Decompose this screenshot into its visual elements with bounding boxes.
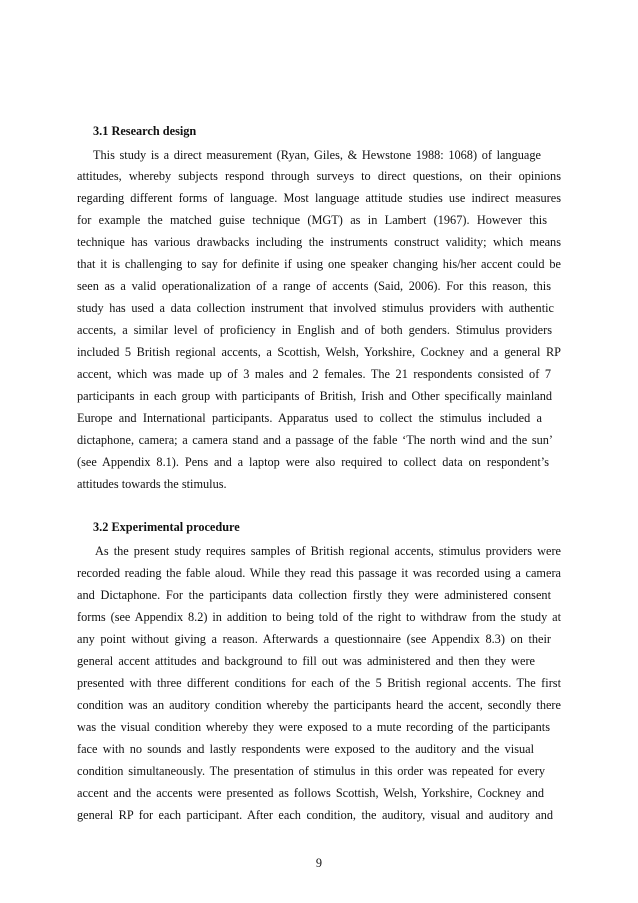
paragraph-line: participants in each group with participants of British, Irish and Other specifically mainland xyxy=(77,389,552,403)
paragraph-line: and Dictaphone. For the participants data collection firstly they were administered consent xyxy=(77,588,551,602)
paragraph-line: study has used a data collection instrument that involved stimulus providers with authentic xyxy=(77,301,554,315)
paragraph-line: (see Appendix 8.1). Pens and a laptop were also required to collect data on respondent’s xyxy=(77,455,549,469)
section-heading-experimental-procedure: 3.2 Experimental procedure xyxy=(93,520,240,534)
paragraph-line: As the present study requires samples of British regional accents, stimulus providers were xyxy=(95,544,561,558)
paragraph-line: general RP for each participant. After each condition, the auditory, visual and auditory and xyxy=(77,808,553,822)
paragraph-line: accent, which was made up of 3 males and 2 females. The 21 respondents consisted of 7 xyxy=(77,367,551,381)
paragraph-line: was the visual condition whereby they were exposed to a mute recording of the participants xyxy=(77,720,550,734)
paragraph-line: any point without giving a reason. Afterwards a questionnaire (see Appendix 8.3) on their xyxy=(77,632,551,646)
paragraph-line: accent and the accents were presented as follows Scottish, Welsh, Yorkshire, Cockney and xyxy=(77,786,544,800)
paragraph-line: recorded reading the fable aloud. While they read this passage it was recorded using a camera xyxy=(77,566,561,580)
paragraph-line: regarding different forms of language. Most language attitude studies use indirect measures xyxy=(77,191,561,205)
paragraph-line: for example the matched guise technique (MGT) as in Lambert (1967). However this xyxy=(77,213,547,227)
paragraph-line: presented with three different conditions for each of the 5 British regional accents. The first xyxy=(77,676,561,690)
paragraph-line: that it is challenging to say for definite if using one speaker changing his/her accent could be xyxy=(77,257,561,271)
paragraph-line: condition simultaneously. The presentation of stimulus in this order was repeated for every xyxy=(77,764,545,778)
paragraph-line: general accent attitudes and background to fill out was administered and then they were xyxy=(77,654,535,668)
paragraph-line: face with no sounds and lastly respondents were exposed to the auditory and the visual xyxy=(77,742,534,756)
paragraph-line: accents, a similar level of proficiency in English and of both genders. Stimulus providers xyxy=(77,323,552,337)
section-heading-research-design: 3.1 Research design xyxy=(93,124,197,138)
paragraph-line: seen as a valid operationalization of a range of accents (Said, 2006). For this reason, this xyxy=(77,279,551,293)
paragraph-line: attitudes towards the stimulus. xyxy=(77,477,227,491)
paragraph-line: attitudes, whereby subjects respond through surveys to direct questions, on their opinions xyxy=(77,169,561,183)
page-number: 9 xyxy=(315,856,323,870)
paragraph-line: Europe and International participants. Apparatus used to collect the stimulus included a xyxy=(77,411,542,425)
paragraph-line: forms (see Appendix 8.2) in addition to being told of the right to withdraw from the study at xyxy=(77,610,561,624)
paragraph-line: dictaphone, camera; a camera stand and a passage of the fable ‘The north wind and the sun’ xyxy=(77,433,553,447)
paragraph-line: included 5 British regional accents, a Scottish, Welsh, Yorkshire, Cockney and a general RP xyxy=(77,345,561,359)
paragraph-line: This study is a direct measurement (Ryan, Giles, & Hewstone 1988: 1068) of language xyxy=(93,148,541,162)
paragraph-line: technique has various drawbacks including the instruments construct validity; which means xyxy=(77,235,561,249)
paragraph-line: condition was an auditory condition whereby the participants heard the accent, secondly there xyxy=(77,698,561,712)
